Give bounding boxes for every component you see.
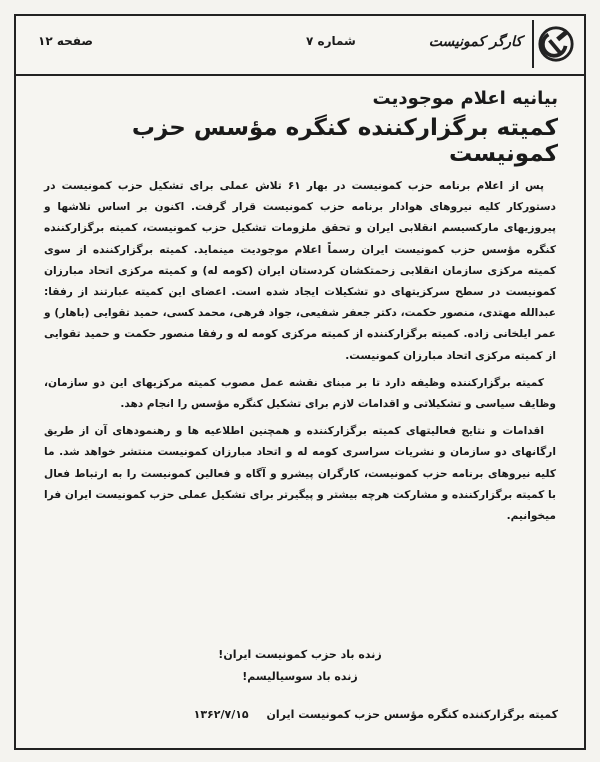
statement-body [44, 176, 556, 533]
paragraph: پس از اعلام برنامه حزب کمونیست در بهار ۶۱ تلاش عملی برای تشکیل حزب کمونیست در دستورکار کلیه نیروهای هوادار برنامه حزب کمونیست قرار گرفت. اکنون بر اساس تلاشها و پیروزیهای مارکسیسم انقلابی ایران و تحقق ملزومات تشکیل حزب کمونیست، کمیته برگزارکننده کنگره مؤسس حزب کمونیست ایران رسماً اعلام موجودیت مینماید. کمیته برگزارکننده از سوی کمیته مرکزی سازمان انقلابی زحمتکشان کردستان ایران (کومه له) و کمیته مرکزی اتحاد مبارزان کمونیست در سطح سرکزیتهای دو تشکیلات ایجاد شده است. اعضای این کمیته عبارتند از رفقا: عبدالله مهتدی، منصور حکمت، دکتر جعفر شفیعی، جواد فرهی، محمد کسی، حمید تقوایی (باهار) و عمر ایلخانی زاده. کمیته برگزارکننده از کمیته مرکزی کومه له و رفقا منصور حکمت و حمید تقوایی از کمیته مرکزی اتحاد مبارزان کمونیست. [44, 180, 556, 362]
title-committee: کمیته برگزارکننده کنگره مؤسس حزب کمونیست [131, 115, 558, 167]
signature-block [56, 644, 544, 688]
signature-date: ۱۳۶۲/۷/۱۵ [193, 708, 249, 721]
hammer-sickle-icon [532, 20, 578, 68]
page-header [16, 16, 584, 76]
hammer-sickle-graphic [537, 25, 575, 63]
slogan-socialism: زنده باد سوسیالیسم! [242, 670, 358, 683]
paragraph: اقدامات و نتایج فعالیتهای کمیته برگزارکننده و همچنین اطلاعیه ها و رهنمودهای آن از طریق ارگانهای دو سازمان و نشریات سراسری کومه له و اتحاد مبارزان کمونیست منتشر خواهد شد. ما کلیه نیروهای برنامه حزب کمونیست، کارگران پیشرو و آگاه و فعالین کمونیست را به ارتباط فعال با کمیته برگزارکننده و مشارکت هرچه بیشتر و پیگیرتر برای تشکیل عملی حزب کمونیست ایران فرا میخوانیم. [44, 425, 556, 523]
signing-organization: کمیته برگزارکننده کنگره مؤسس حزب کمونیست ایران [266, 708, 558, 721]
page-number: صفحه ۱۲ [38, 34, 93, 48]
document-page [14, 14, 586, 750]
paragraph: کمیته برگزارکننده وظیفه دارد تا بر مبنای نقشه عمل مصوب کمیته مرکزیهای این دو سازمان، وظایف سیاسی و تشکیلاتی و اقدامات لازم برای تشکیل کنگره مؤسس را انجام دهد. [44, 376, 556, 411]
title-announcement: بیانیه اعلام موجودیت [372, 88, 558, 109]
slogan-party: زنده باد حزب کمونیست ایران! [218, 648, 382, 661]
journal-title: کارگر کمونیست [428, 34, 522, 50]
titles-block [16, 88, 558, 167]
issue-number: شماره ۷ [306, 34, 356, 48]
signature-line [194, 708, 558, 721]
